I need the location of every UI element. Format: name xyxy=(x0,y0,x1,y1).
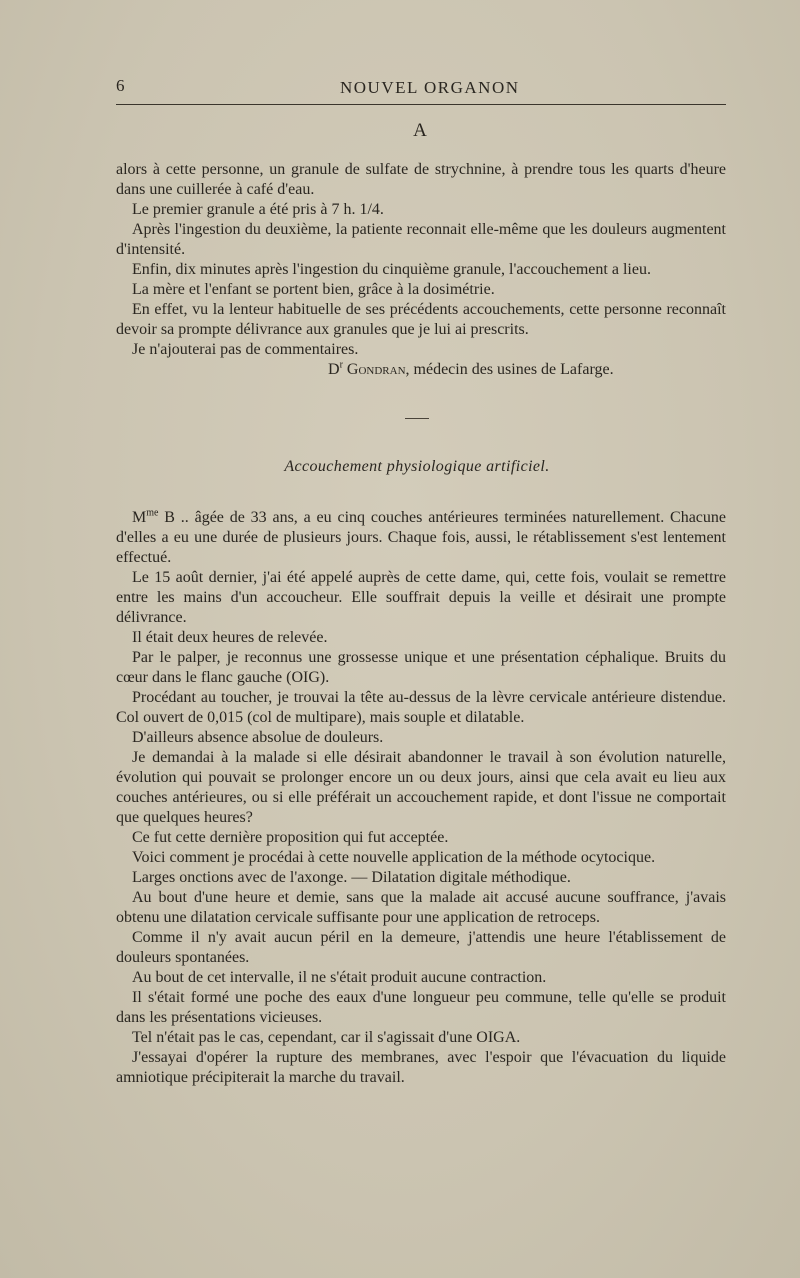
paragraph: Le 15 août dernier, j'ai été appelé auprès de cette dame, qui, cette fois, voulait se remettre entre les mains d'un accoucheur. Elle souffrait depuis la veille et désirait une prompte délivrance. xyxy=(116,569,726,626)
paragraph xyxy=(116,508,726,568)
paragraph: Procédant au toucher, je trouvai la tête au-dessus de la lèvre cervicale antérieure distendue. Col ouvert de 0,015 (col de multipare), mais souple et dilatable. xyxy=(116,689,726,726)
signature-name: Gondran xyxy=(346,361,406,378)
paragraph: Après l'ingestion du deuxième, la patiente reconnait elle-même que les douleurs augmentent d'intensité. xyxy=(116,221,726,258)
paragraph: Au bout d'une heure et demie, sans que la malade ait accusé aucune souffrance, j'avais obtenu une dilatation cervicale suffisante pour une application de retroceps. xyxy=(116,889,726,926)
paragraph: Tel n'était pas le cas, cependant, car il s'agissait d'une OIGA. xyxy=(132,1029,521,1046)
paragraph: La mère et l'enfant se portent bien, grâce à la dosimétrie. xyxy=(132,281,495,298)
honorific: M xyxy=(132,509,147,526)
text-block-1 xyxy=(116,160,726,380)
paragraph: Je demandai à la malade si elle désirait abandonner le travail à son évolution naturelle, évolution qui pouvait se prolonger encore un ou deux jours, ainsi que cela avait eu lieu aux couches antérieures, ou si elle préférait un accouchement rapide, et dont l'issue ne comportait que quelques heures? xyxy=(116,749,726,826)
page-number: 6 xyxy=(116,76,125,95)
paragraph: Ce fut cette dernière proposition qui fut acceptée. xyxy=(132,829,449,846)
section-divider xyxy=(405,418,429,419)
section-letter: A xyxy=(413,120,427,141)
header-rule xyxy=(116,104,726,105)
paragraph: Voici comment je procédai à cette nouvelle application de la méthode ocytocique. xyxy=(132,849,656,866)
paragraph: Comme il n'y avait aucun péril en la demeure, j'attendis une heure l'établissement de douleurs spontanées. xyxy=(116,929,726,966)
signature-title: D xyxy=(328,361,340,378)
paragraph: Il était deux heures de relevée. xyxy=(132,629,328,646)
running-title: NOUVEL ORGANON xyxy=(340,78,520,97)
paragraph: Le premier granule a été pris à 7 h. 1/4. xyxy=(132,201,384,218)
paragraph: Larges onctions avec de l'axonge. — Dilatation digitale méthodique. xyxy=(132,869,571,886)
paragraph: D'ailleurs absence absolue de douleurs. xyxy=(132,729,384,746)
paragraph: En effet, vu la lenteur habituelle de ses précédents accouchements, cette personne reconnaît devoir sa prompte délivrance aux granules que je lui ai prescrits. xyxy=(116,301,726,338)
paragraph-text: B .. âgée de 33 ans, a eu cinq couches antérieures terminées naturellement. Chacune d'elles a eu une durée de plusieurs jours. Chaque fois, aussi, le rétablissement s'est lentement effectué. xyxy=(116,509,726,566)
paragraph: Par le palper, je reconnus une grossesse unique et une présentation céphalique. Bruits du cœur dans le flanc gauche (OIG). xyxy=(116,649,726,686)
paragraph: Enfin, dix minutes après l'ingestion du cinquième granule, l'accouchement a lieu. xyxy=(132,261,651,278)
paragraph: Je n'ajouterai pas de commentaires. xyxy=(132,341,359,358)
signature xyxy=(116,360,726,380)
paragraph: Il s'était formé une poche des eaux d'une longueur peu commune, telle qu'elle se produit dans les présentations vicieuses. xyxy=(116,989,726,1026)
page-header xyxy=(116,74,726,104)
section-subtitle: Accouchement physiologique artificiel. xyxy=(284,458,550,475)
signature-title-superscript: r xyxy=(339,359,343,371)
paragraph: Au bout de cet intervalle, il ne s'était produit aucune contraction. xyxy=(132,969,547,986)
paragraph: alors à cette personne, un granule de sulfate de strychnine, à prendre tous les quarts d'heure dans une cuillerée à café d'eau. xyxy=(116,161,726,198)
paragraph: J'essayai d'opérer la rupture des membranes, avec l'espoir que l'évacuation du liquide amniotique précipiterait la marche du travail. xyxy=(116,1049,726,1086)
honorific-superscript: me xyxy=(146,507,159,519)
signature-affiliation: , médecin des usines de Lafarge. xyxy=(405,361,614,378)
text-block-2 xyxy=(116,508,726,1088)
